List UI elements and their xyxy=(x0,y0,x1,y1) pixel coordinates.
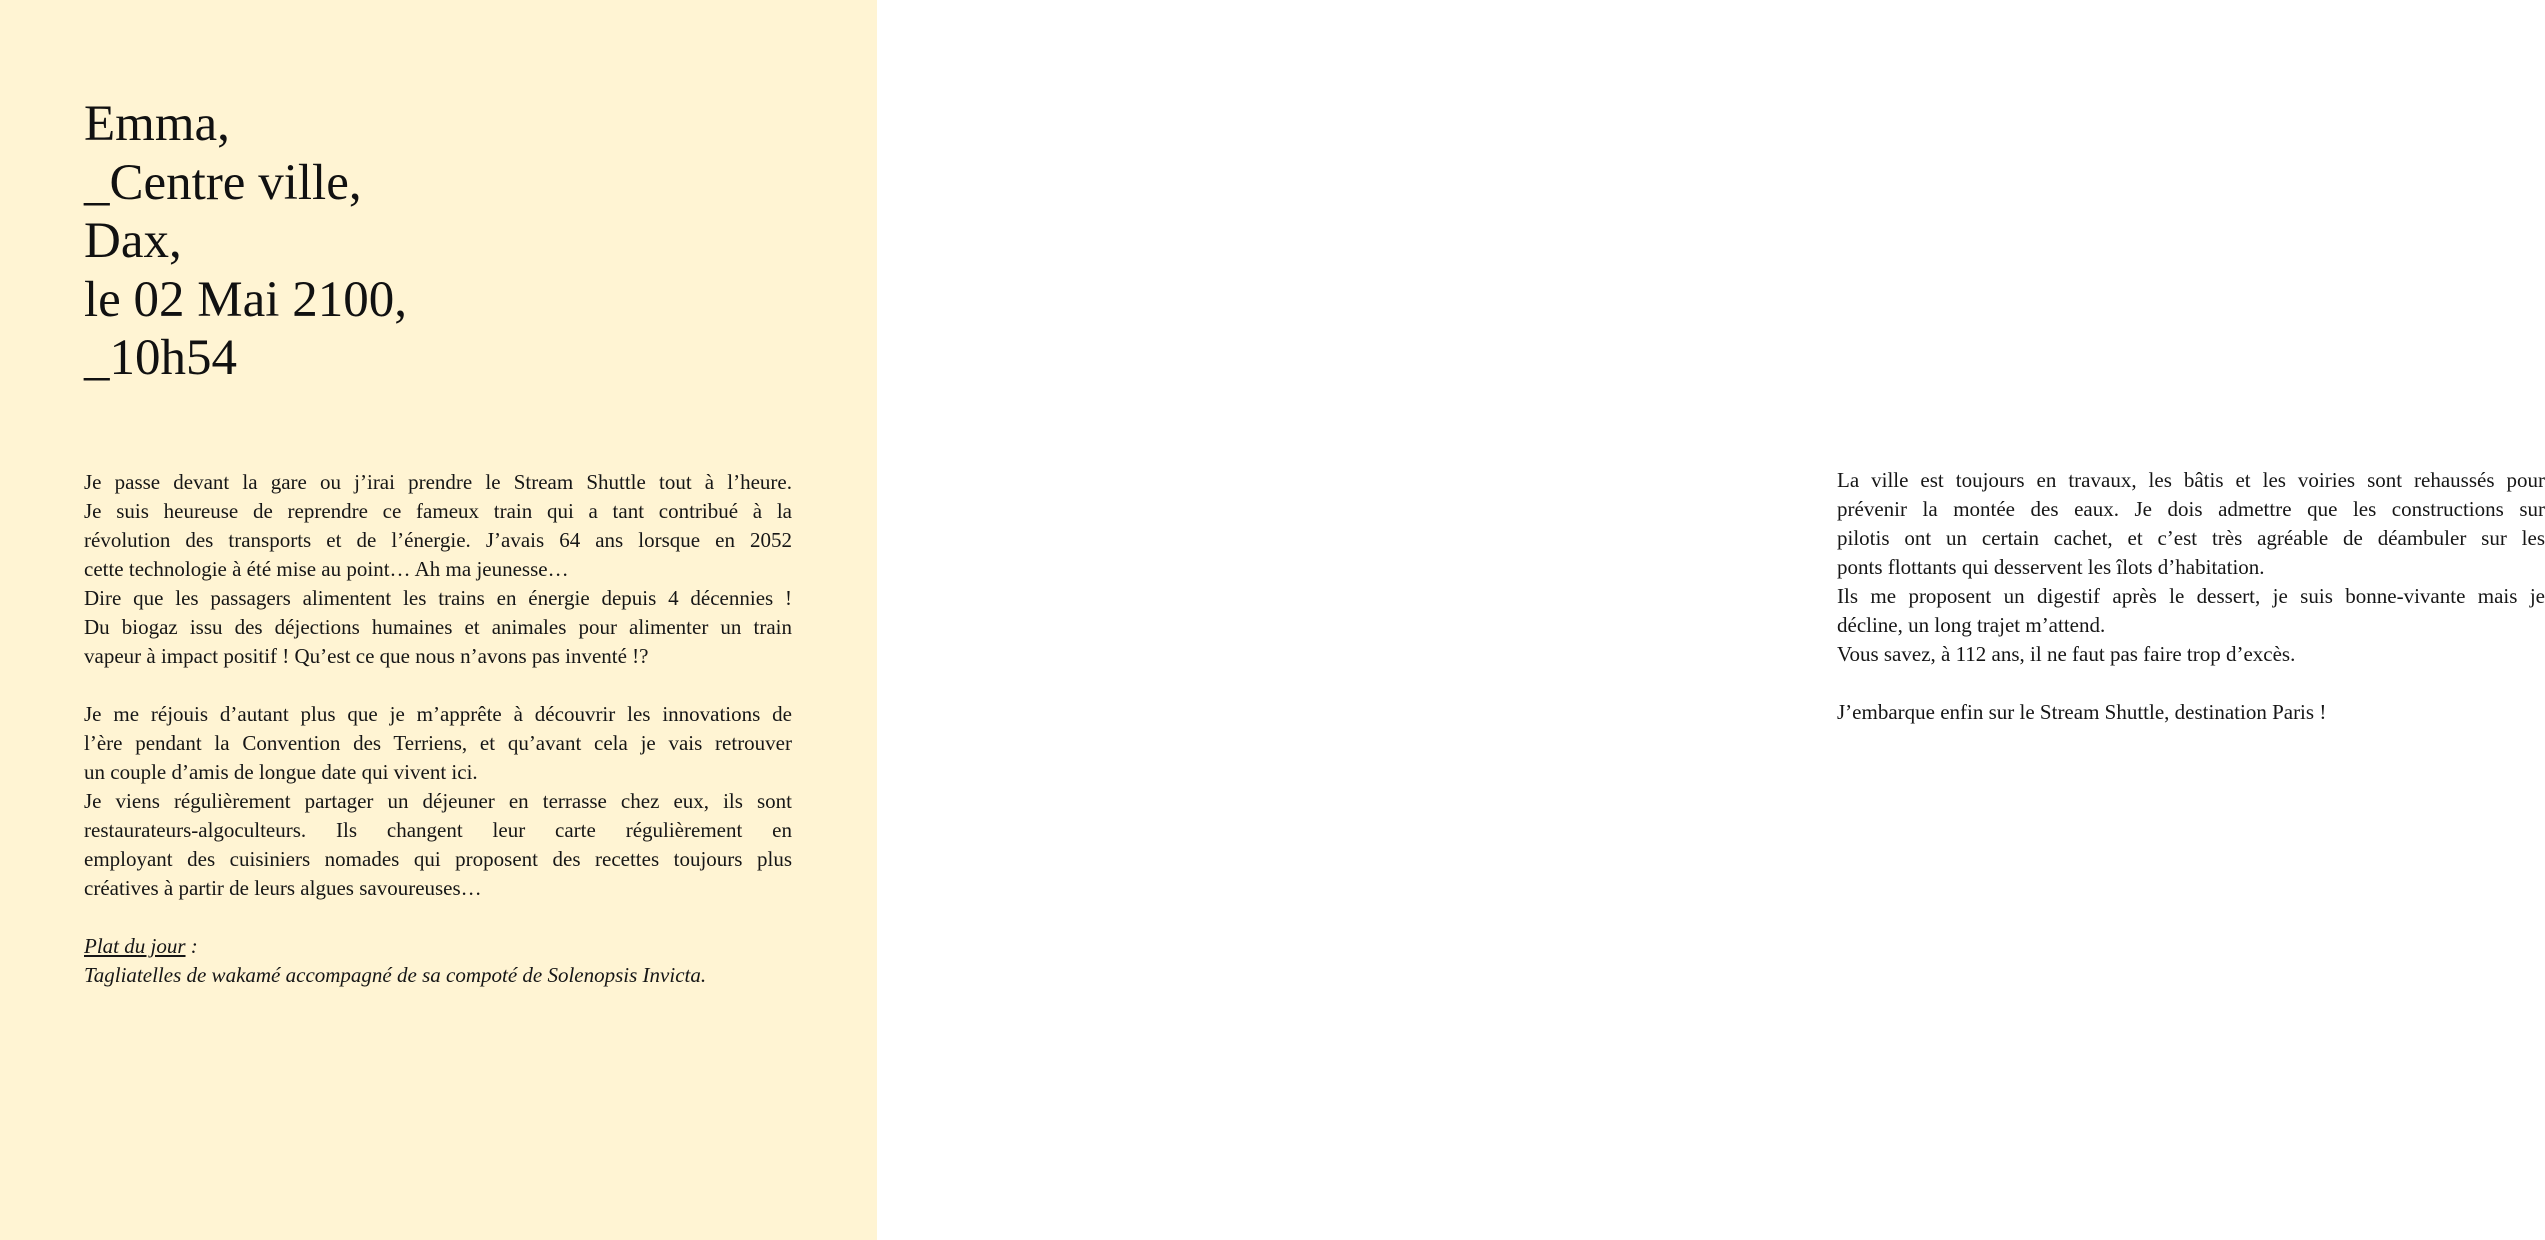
text-line: créatives à partir de leurs algues savoureuses… xyxy=(84,876,482,900)
right-page-text xyxy=(1837,466,2545,756)
text-line: pilotis ont un certain cachet, et c’est très agréable de déambuler sur les xyxy=(1837,526,2545,550)
text-line: ponts flottants qui desservent les îlots d’habitation. xyxy=(1837,555,2265,579)
left-page xyxy=(0,0,877,1240)
menu-note-title-line xyxy=(84,932,792,961)
menu-note-dish: Tagliatelles de wakamé accompagné de sa compoté de Solenopsis Invicta. xyxy=(84,963,707,987)
heading-line-name: Emma, xyxy=(84,96,230,152)
menu-note xyxy=(84,932,792,990)
text-line: vapeur à impact positif ! Qu’est ce que nous n’avons pas inventé !? xyxy=(84,644,649,668)
left-paragraph-station xyxy=(84,468,792,671)
right-page xyxy=(877,0,2545,1240)
text-line: décline, un long trajet m’attend. xyxy=(1837,613,2106,637)
right-paragraph-city xyxy=(1837,466,2545,669)
menu-note-title-suffix: : xyxy=(185,934,198,958)
text-line: employant des cuisiniers nomades qui proposent des recettes toujours plus xyxy=(84,847,792,871)
text-line: Je viens régulièrement partager un déjeuner en terrasse chez eux, ils sont xyxy=(84,789,792,813)
left-page-text xyxy=(84,468,792,1019)
text-line: l’ère pendant la Convention des Terriens, et qu’avant cela je vais retrouver xyxy=(84,731,792,755)
text-line: prévenir la montée des eaux. Je dois admettre que les constructions sur xyxy=(1837,497,2545,521)
text-line: un couple d’amis de longue date qui vivent ici. xyxy=(84,760,478,784)
text-line: Dire que les passagers alimentent les trains en énergie depuis 4 décennies ! xyxy=(84,586,792,610)
heading-line-time: _10h54 xyxy=(84,330,237,386)
text-line: Je passe devant la gare ou j’irai prendre le Stream Shuttle tout à l’heure. xyxy=(84,470,792,494)
right-paragraph-departure xyxy=(1837,698,2545,727)
heading-line-city: Dax, xyxy=(84,213,182,269)
heading-line-date: le 02 Mai 2100, xyxy=(84,271,407,328)
text-line: La ville est toujours en travaux, les bâtis et les voiries sont rehaussés pour xyxy=(1837,468,2545,492)
heading-line-location: _Centre ville, xyxy=(84,154,362,211)
menu-note-title: Plat du jour xyxy=(84,934,186,958)
text-line: Du biogaz issu des déjections humaines et animales pour alimenter un train xyxy=(84,615,792,639)
text-line: J’embarque enfin sur le Stream Shuttle, destination Paris ! xyxy=(1837,700,2327,724)
text-line: Je me réjouis d’autant plus que je m’apprête à découvrir les innovations de xyxy=(84,702,792,726)
left-paragraph-friends xyxy=(84,700,792,903)
text-line: restaurateurs-algoculteurs. Ils changent leur carte régulièrement en xyxy=(84,818,792,842)
text-line: Vous savez, à 112 ans, il ne faut pas faire trop d’excès. xyxy=(1837,642,2296,666)
text-line: révolution des transports et de l’énergie. J’avais 64 ans lorsque en 2052 xyxy=(84,528,792,552)
text-line: Ils me proposent un digestif après le dessert, je suis bonne-vivante mais je xyxy=(1837,584,2545,608)
text-line: cette technologie à été mise au point… Ah ma jeunesse… xyxy=(84,557,569,581)
text-line: Je suis heureuse de reprendre ce fameux train qui a tant contribué à la xyxy=(84,499,792,523)
page-heading xyxy=(84,95,784,388)
